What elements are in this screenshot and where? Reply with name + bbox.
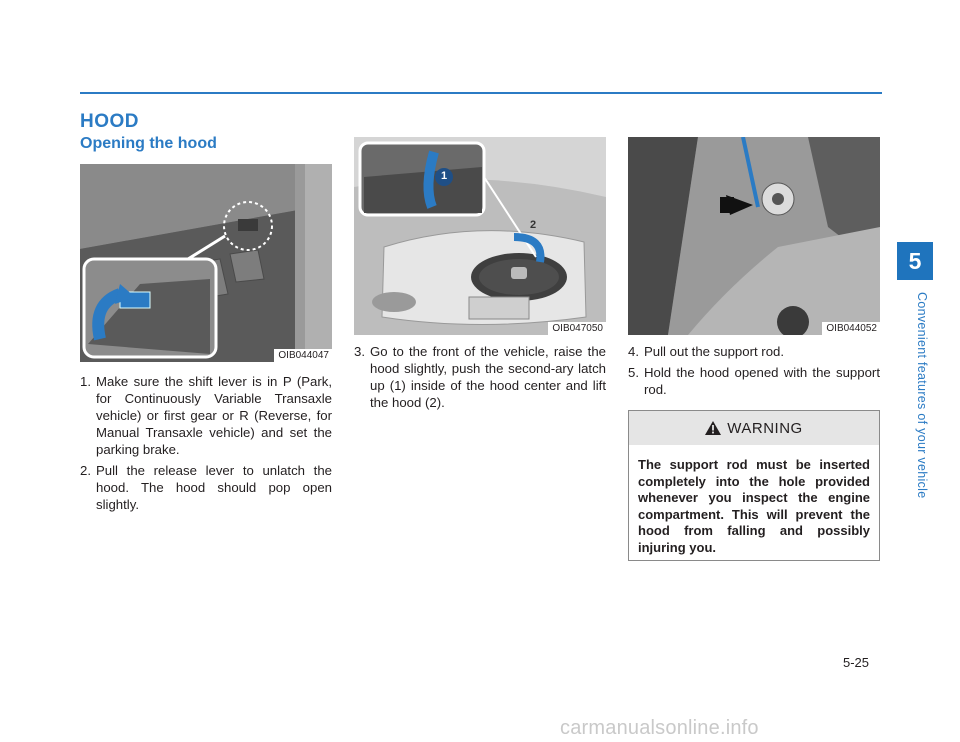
figure-code: OIB044052 — [822, 322, 880, 335]
step-text: Pull the release lever to unlatch the hood. The hood should pop open slightly. — [96, 463, 332, 512]
support-rod-illustration — [628, 137, 880, 335]
chapter-label: Convenient features of your vehicle — [915, 292, 929, 499]
chapter-number: 5 — [908, 247, 922, 274]
subsection-title: Opening the hood — [80, 135, 217, 152]
callout-2-label: 2 — [530, 219, 537, 231]
list-item — [80, 373, 332, 458]
warning-triangle-icon — [705, 421, 721, 435]
page-number: 5-25 — [843, 655, 870, 670]
warning-box — [628, 410, 880, 561]
release-lever-illustration — [80, 164, 332, 362]
list-item — [354, 343, 606, 411]
step-text: Make sure the shift lever is in P (Park, for Continuously Variable Transaxle vehicle) or first gear or R (Reverse, for Manual Transaxle vehicle) and set the parking brake. — [96, 374, 332, 457]
watermark: carmanualsonline.info — [560, 717, 759, 739]
callout-1-label: 1 — [441, 170, 448, 182]
step-text: Pull out the support rod. — [644, 344, 785, 359]
warning-text: The support rod must be inserted completely into the hole provided whenever you inspect the engine compartment. This will prevent the hood from falling and possibly injuring you. — [638, 457, 870, 555]
figure-release-lever — [80, 164, 332, 362]
figure-support-rod — [628, 137, 880, 335]
list-item — [80, 462, 332, 513]
steps-column-1 — [80, 373, 332, 517]
figure-code: OIB047050 — [548, 322, 606, 335]
step-text: Hold the hood opened with the support rod. — [644, 365, 880, 397]
steps-column-2 — [354, 343, 606, 415]
section-title: HOOD — [80, 111, 139, 132]
figure-hood-latch — [354, 137, 606, 335]
step-number: 5. — [628, 365, 639, 380]
step-number: 3. — [354, 344, 365, 359]
list-item — [628, 364, 880, 398]
step-number: 1. — [80, 374, 91, 389]
step-number: 2. — [80, 463, 91, 478]
header-rule — [80, 92, 882, 94]
figure-code: OIB044047 — [274, 349, 332, 362]
warning-label: WARNING — [727, 419, 803, 437]
step-text: Go to the front of the vehicle, raise the hood slightly, push the second-ary latch up (1) inside of the hood center and lift the hood (2). — [370, 344, 606, 410]
step-number: 4. — [628, 344, 639, 359]
list-item — [628, 343, 880, 360]
chapter-tab[interactable] — [897, 242, 933, 280]
hood-latch-illustration — [354, 137, 606, 335]
warning-header — [629, 411, 879, 445]
steps-column-3 — [628, 343, 880, 402]
